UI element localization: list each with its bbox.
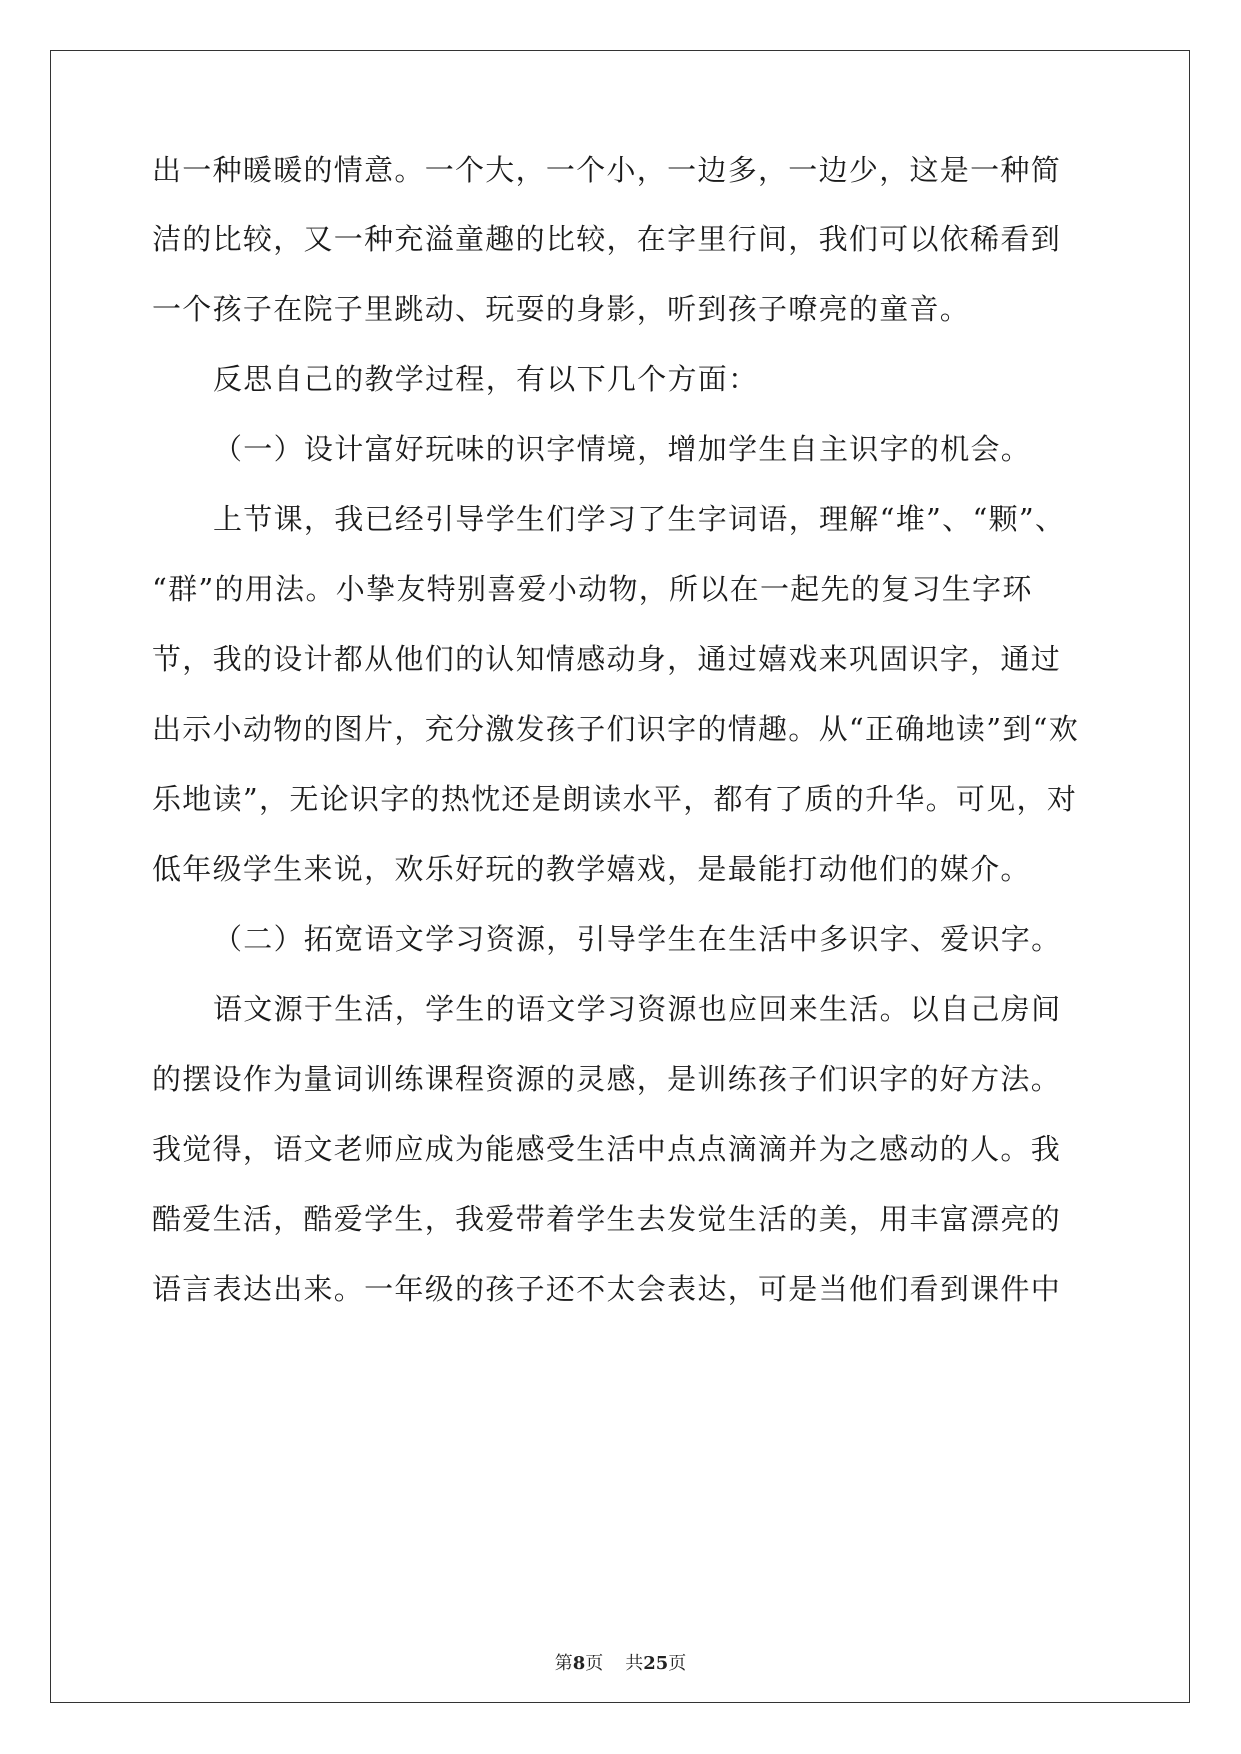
page-prefix: 第	[554, 1653, 573, 1674]
paragraph-line: 出示小动物的图片，充分激发孩子们识字的情趣。从“正确地读”到“欢	[152, 712, 1080, 746]
paragraph-line: 出一种暖暖的情意。一个大，一个小，一边多，一边少，这是一种简	[152, 153, 1062, 187]
paragraph-line: 一个孩子在院子里跳动、玩耍的身影，听到孩子嘹亮的童音。	[152, 292, 971, 326]
paragraph-line: 的摆设作为量词训练课程资源的灵感，是训练孩子们识字的好方法。	[152, 1062, 1062, 1096]
page-footer	[0, 1652, 1241, 1676]
total-prefix: 共	[625, 1653, 644, 1674]
total-suffix: 页	[668, 1653, 687, 1674]
paragraph-line: 低年级学生来说，欢乐好玩的教学嬉戏，是最能打动他们的媒介。	[152, 852, 1031, 886]
paragraph-line: 反思自己的教学过程，有以下几个方面：	[213, 362, 759, 396]
paragraph-line: 洁的比较，又一种充溢童趣的比较，在字里行间，我们可以依稀看到	[152, 222, 1062, 256]
page-suffix: 页	[585, 1653, 604, 1674]
total-pages: 25	[643, 1653, 669, 1674]
paragraph-line: 乐地读”，无论识字的热忱还是朗读水平，都有了质的升华。可见，对	[152, 782, 1078, 816]
paragraph-line: 上节课，我已经引导学生们学习了生字词语，理解“堆”、“颗”、	[213, 502, 1066, 536]
section-heading: （二）拓宽语文学习资源，引导学生在生活中多识字、爱识字。	[213, 922, 1062, 956]
page-number: 8	[572, 1653, 586, 1674]
section-heading: （一）设计富好玩味的识字情境，增加学生自主识字的机会。	[213, 432, 1032, 466]
paragraph-line: 语文源于生活，学生的语文学习资源也应回来生活。以自己房间	[213, 992, 1062, 1026]
paragraph-line: “群”的用法。小挚友特别喜爱小动物，所以在一起先的复习生字环	[152, 572, 1033, 606]
paragraph-line: 我觉得，语文老师应成为能感受生活中点点滴滴并为之感动的人。我	[152, 1132, 1062, 1166]
paragraph-line: 语言表达出来。一年级的孩子还不太会表达，可是当他们看到课件中	[152, 1272, 1062, 1306]
paragraph-line: 节，我的设计都从他们的认知情感动身，通过嬉戏来巩固识字，通过	[152, 642, 1062, 676]
paragraph-line: 酷爱生活，酷爱学生，我爱带着学生去发觉生活的美，用丰富漂亮的	[152, 1202, 1062, 1236]
